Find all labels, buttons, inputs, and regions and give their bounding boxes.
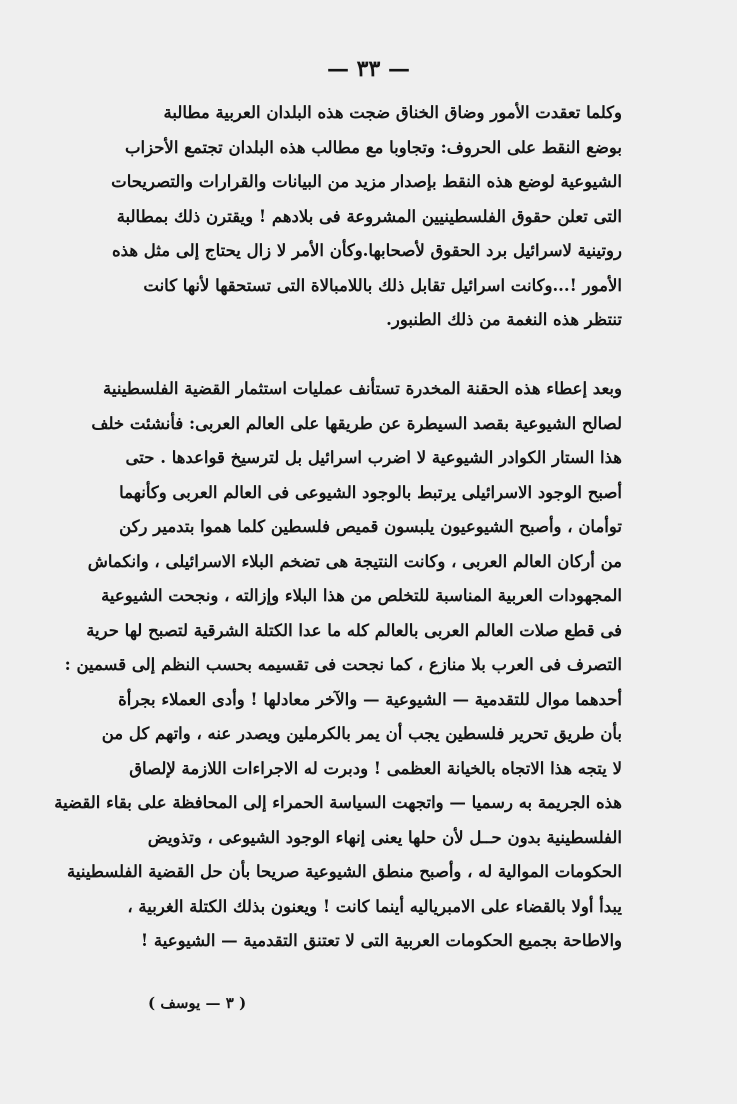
text-line: روتينية لاسرائيل برد الحقوق لأصحابها.وكأن الأمر لا زال يحتاج إلى مثل هذه: [112, 241, 622, 260]
text-line: توأمان ، وأصبح الشيوعيون يلبسون قميص فلسطين كلما هموا بتدمير ركن: [119, 517, 622, 536]
text-line: الحكومات الموالية له ، وأصبح منطق الشيوعية صريحا بأن حل القضية الفلسطينية: [67, 862, 622, 881]
text-line: من أركان العالم العربى ، وكانت النتيجة هى تضخم البلاء الاسرائيلى ، وانكماش: [87, 551, 622, 571]
text-line: التصرف فى العرب بلا منازع ، كما نجحت فى تقسيمه بحسب النظم إلى قسمين :: [64, 655, 622, 674]
text-line: التى تعلن حقوق الفلسطينيين المشروعة فى بلادهم ! ويقترن ذلك بمطالبة: [116, 206, 622, 226]
text-line: والاطاحة بجميع الحكومات العربية التى لا تعتنق التقدمية — الشيوعية !: [140, 931, 622, 950]
paragraph-1: [112, 96, 622, 338]
text-line: هذه الجريمة به رسميا — واتجهت السياسة الحمراء إلى المحافظة على بقاء القضية: [54, 793, 622, 812]
text-line: هذا الستار الكوادر الشيوعية لا اضرب اسرائيل بل لترسيخ قواعدها . حتى: [125, 448, 622, 467]
signature-mark: ( ٣ — يوسف ): [148, 994, 247, 1012]
text-line: وبعد إعطاء هذه الحقنة المخدرة تستأنف عمليات استثمار القضية الفلسطينية: [103, 379, 622, 398]
text-line: وكلما تعقدت الأمور وضاق الخناق ضجت هذه البلدان العربية مطالبة: [163, 103, 622, 122]
text-line: تنتظر هذه النغمة من ذلك الطنبور.: [386, 310, 622, 329]
text-line: الشيوعية لوضع هذه النقط بإصدار مزيد من البيانات والقرارات والتصريحات: [111, 172, 622, 191]
text-line: أصبح الوجود الاسرائيلى يرتبط بالوجود الشيوعى فى العالم العربى وكأنهما: [119, 482, 622, 502]
text-line: لا يتجه هذا الاتجاه بالخيانة العظمى ! ودبرت له الاجراءات اللازمة لإلصاق: [129, 758, 622, 778]
paragraph-2: [54, 372, 622, 959]
text-line: الأمور !...وكانت اسرائيل تقابل ذلك باللامبالاة التى تستحقها لأنها كانت: [143, 275, 622, 295]
text-line: الفلسطينية بدون حــل لأن حلها يعنى إنهاء الوجود الشيوعى ، وتذويض: [147, 827, 622, 847]
text-line: المجهودات العربية المناسبة للتخلص من هذا البلاء وإزالته ، ونجحت الشيوعية: [101, 586, 622, 605]
text-line: فى قطع صلات العالم العربى بالعالم كله ما عدا الكتلة الشرقية لتصبح لها حرية: [86, 620, 622, 640]
text-line: بوضع النقط على الحروف: وتجاوبا مع مطالب هذه البلدان تجتمع الأحزاب: [125, 137, 622, 157]
text-line: بأن طريق تحرير فلسطين يجب أن يمر بالكرملين ويصدر عنه ، واتهم كل من: [101, 724, 622, 743]
page-number: — ٣٣ —: [327, 56, 410, 82]
text-line: لصالح الشيوعية بقصد السيطرة عن طريقها على العالم العربى: فأنشئت خلف: [91, 413, 622, 433]
text-line: أحدهما موال للتقدمية — الشيوعية — والآخر معادلها ! وأدى العملاء بجرأة: [118, 689, 622, 709]
text-line: يبدأ أولا بالقضاء على الامبرياليه أينما كانت ! ويعنون بذلك الكتلة الغربية ،: [127, 896, 622, 916]
